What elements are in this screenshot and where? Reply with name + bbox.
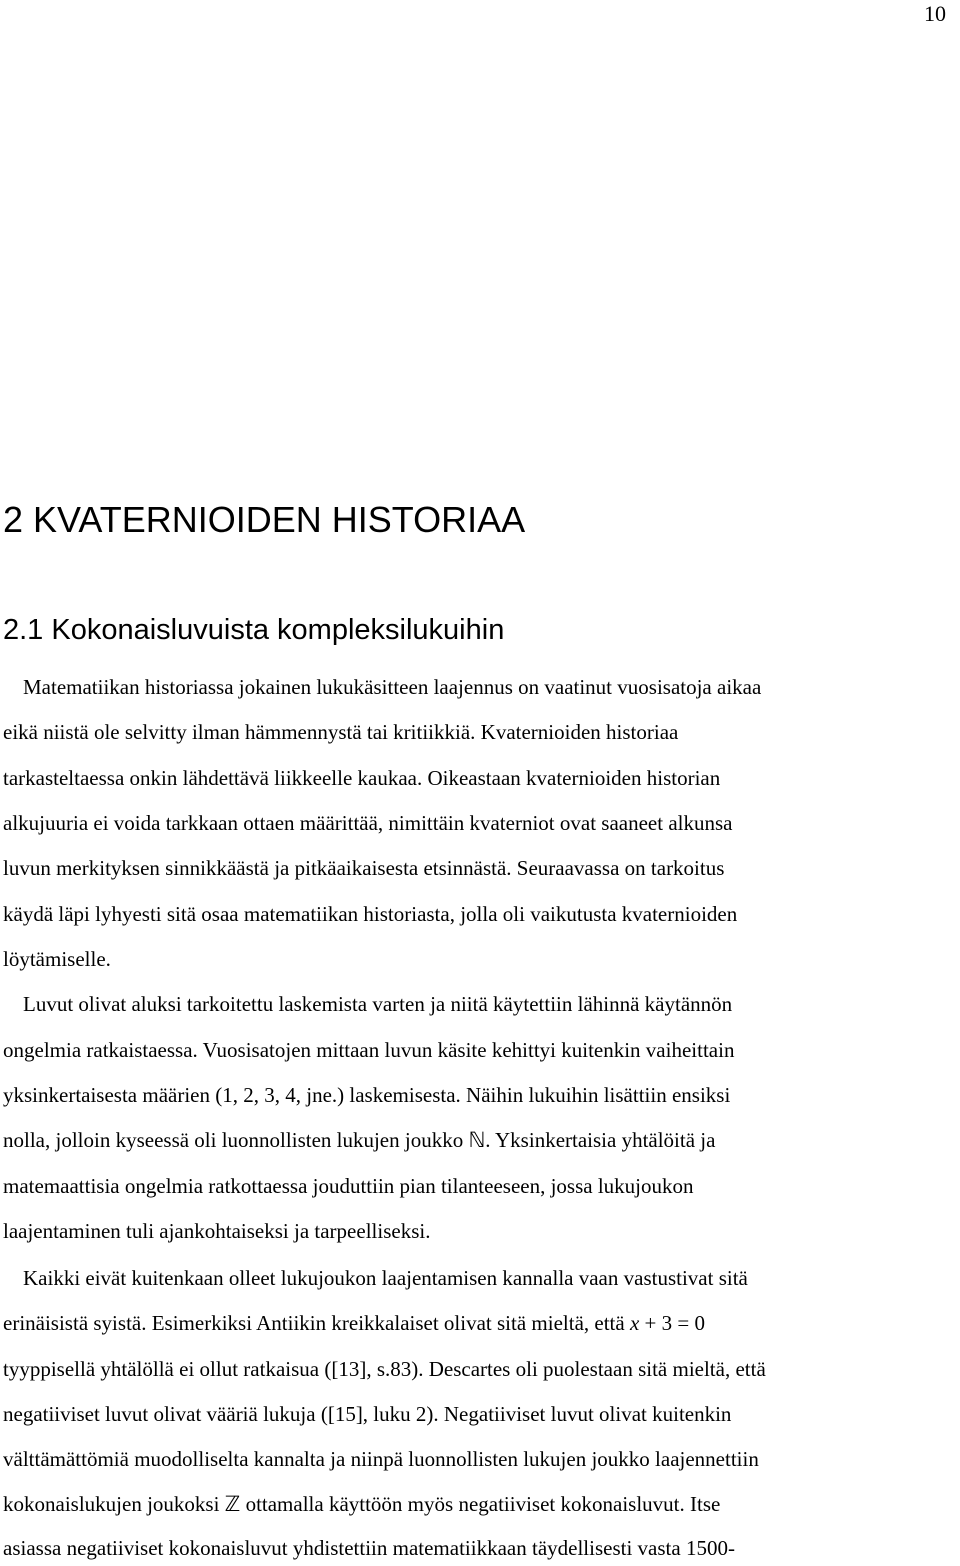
natural-numbers-symbol: ℕ (468, 1128, 486, 1152)
paragraph-line: eikä niistä ole selvitty ilman hämmennystä tai kritiikkiä. Kvaternioiden historiaa (3, 720, 679, 744)
equation-rest: + 3 = 0 (639, 1311, 705, 1335)
paragraph-line: Kaikki eivät kuitenkaan olleet lukujoukon laajentamisen kannalla vaan vastustivat sitä (23, 1266, 748, 1290)
paragraph-line: matemaattisia ongelmia ratkottaessa jouduttiin pian tilanteeseen, jossa lukujoukon (3, 1174, 694, 1198)
paragraph-line: tarkasteltaessa onkin lähdettävä liikkeelle kaukaa. Oikeastaan kvaternioiden historian (3, 766, 721, 790)
paragraph-line: ongelmia ratkaistaessa. Vuosisatojen mittaan luvun käsite kehittyi kuitenkin vaiheittain (3, 1038, 735, 1062)
paragraph-line: negatiiviset luvut olivat vääriä lukuja ([15], luku 2). Negatiiviset luvut olivat kuitenkin (3, 1402, 732, 1426)
chapter-title: 2 KVATERNIOIDEN HISTORIAA (3, 499, 526, 540)
line-text: . Yksinkertaisia yhtälöitä ja (485, 1128, 716, 1152)
paragraph-line: yksinkertaisesta määrien (1, 2, 3, 4, jne.) laskemisesta. Näihin lukuihin lisättiin ensiksi (3, 1083, 731, 1107)
integers-symbol: ℤ (224, 1492, 241, 1516)
paragraph-line: alkujuuria ei voida tarkkaan ottaen määrittää, nimittäin kvaterniot ovat saaneet alkunsa (3, 811, 733, 835)
section-title: 2.1 Kokonaisluvuista kompleksilukuihin (3, 614, 505, 646)
paragraph-line: asiassa negatiiviset kokonaisluvut yhdistettiin matematiikkaan täydellisesti vasta 1500- (3, 1536, 735, 1560)
paragraph-line: löytämiselle. (3, 947, 111, 971)
paragraph-line: välttämättömiä muodolliselta kannalta ja niinpä luonnollisten lukujen joukko laajennettiin (3, 1447, 759, 1471)
line-text: ottamalla käyttöön myös negatiiviset kokonaisluvut. Itse (240, 1492, 721, 1516)
paragraph-line: Luvut olivat aluksi tarkoitettu laskemista varten ja niitä käytettiin lähinnä käytännön (23, 992, 733, 1016)
paragraph-line (3, 1308, 705, 1338)
line-text: nolla, jolloin kyseessä oli luonnollisten lukujen joukko (3, 1128, 469, 1152)
paragraph-line: tyyppisellä yhtälöllä ei ollut ratkaisua ([13], s.83). Descartes oli puolestaan sitä mieltä, että (3, 1357, 766, 1381)
paragraph-line: luvun merkityksen sinnikkäästä ja pitkäaikaisesta etsinnästä. Seuraavassa on tarkoitus (3, 856, 725, 880)
page-number: 10 (924, 1, 946, 26)
paragraph-line (3, 1489, 720, 1519)
line-text: kokonaislukujen joukoksi (3, 1492, 225, 1516)
line-text: erinäisistä syistä. Esimerkiksi Antiikin kreikkalaiset olivat sitä mieltä, että (3, 1311, 630, 1335)
paragraph-line: laajentaminen tuli ajankohtaiseksi ja tarpeelliseksi. (3, 1219, 431, 1243)
equation (630, 1311, 705, 1335)
equation-variable: x (629, 1311, 640, 1335)
paragraph-line: Matematiikan historiassa jokainen lukukäsitteen laajennus on vaatinut vuosisatoja aikaa (23, 675, 762, 699)
paragraph-line: käydä läpi lyhyesti sitä osaa matematiikan historiasta, jolla oli vaikutusta kvaternioiden (3, 902, 738, 926)
paragraph-line (3, 1125, 715, 1155)
